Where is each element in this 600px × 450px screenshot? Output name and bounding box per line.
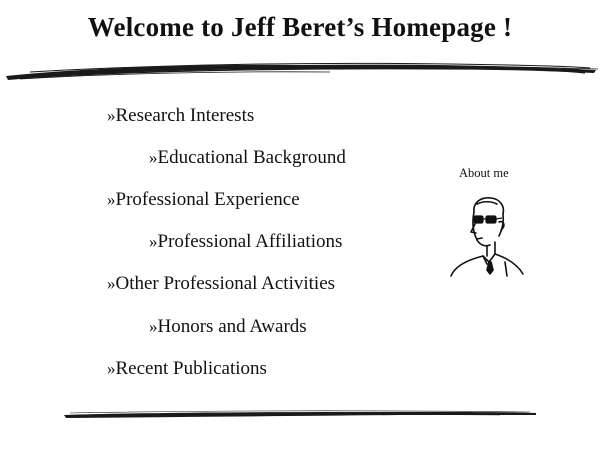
nav-link-other-professional-activities[interactable] xyxy=(107,273,335,295)
nav-link-educational-background[interactable] xyxy=(149,147,346,169)
man-with-glasses-sketch-icon[interactable] xyxy=(447,192,525,278)
about-me-label[interactable]: About me xyxy=(459,166,509,180)
nav-link-recent-publications[interactable] xyxy=(107,358,267,380)
nav-marker: » xyxy=(107,106,116,125)
nav-marker: » xyxy=(149,317,158,336)
nav-link-label: Honors and Awards xyxy=(157,316,307,337)
nav-marker: » xyxy=(149,232,158,251)
nav-link-label: Research Interests xyxy=(115,105,255,126)
nav-marker: » xyxy=(149,148,158,167)
nav-marker: » xyxy=(107,190,116,209)
nav-link-label: Other Professional Activities xyxy=(115,273,336,294)
nav-link-honors-and-awards[interactable] xyxy=(149,316,307,338)
nav-link-label: Educational Background xyxy=(157,147,346,168)
nav-link-research-interests[interactable] xyxy=(107,105,254,127)
nav-marker: » xyxy=(107,274,116,293)
nav-link-label: Recent Publications xyxy=(115,358,267,379)
brush-stroke-divider-top xyxy=(0,56,600,86)
nav-link-label: Professional Experience xyxy=(115,189,300,210)
nav-marker: » xyxy=(107,359,116,378)
nav-link-professional-experience[interactable] xyxy=(107,189,300,211)
nav-link-professional-affiliations[interactable] xyxy=(149,231,342,253)
brush-stroke-divider-bottom xyxy=(60,404,540,422)
nav-link-label: Professional Affiliations xyxy=(157,231,343,252)
page-title: Welcome to Jeff Beret’s Homepage ! xyxy=(87,12,513,42)
